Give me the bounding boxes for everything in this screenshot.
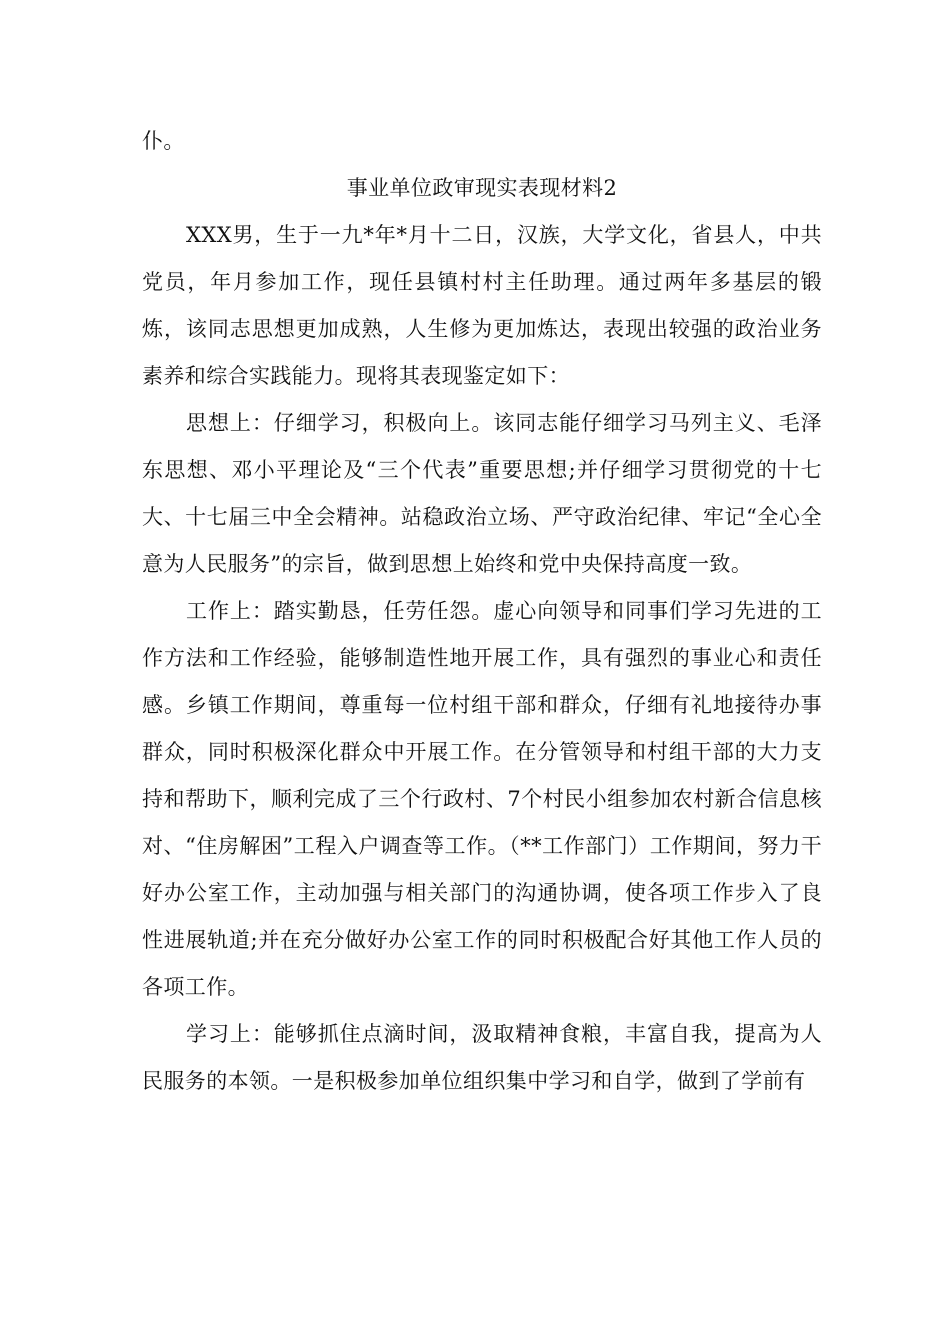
lead-fragment: 仆。 <box>142 129 185 153</box>
paragraph-study: 学习上：能够抓住点滴时间，汲取精神食粮，丰富自我，提高为人民服务的本领。一是积极参加单位组织集中学习和自学，做到了学前有 <box>142 1022 822 1093</box>
paragraph-thought: 思想上：仔细学习，积极向上。该同志能仔细学习马列主义、毛泽东思想、邓小平理论及“三个代表”重要思想;并仔细学习贯彻党的十七大、十七届三中全会精神。站稳政治立场、严守政治纪律、牢记“全心全意为人民服务”的宗旨，做到思想上始终和党中央保持高度一致。 <box>142 411 822 576</box>
document-page <box>142 118 822 1105</box>
paragraph-intro: XXX男，生于一九*年*月十二日，汉族，大学文化，省县人，中共党员，年月参加工作，现任县镇村村主任助理。通过两年多基层的锻炼，该同志思想更加成熟，人生修为更加炼达，表现出较强的政治业务素养和综合实践能力。现将其表现鉴定如下： <box>142 223 822 388</box>
document-title: 事业单位政审现实表现材料2 <box>346 176 618 200</box>
paragraph-work: 工作上：踏实勤恳，任劳任怨。虚心向领导和同事们学习先进的工作方法和工作经验，能够制造性地开展工作，具有强烈的事业心和责任感。乡镇工作期间，尊重每一位村组干部和群众，仔细有礼地接待办事群众，同时积极深化群众中开展工作。在分管领导和村组干部的大力支持和帮助下，顺利完成了三个行政村、7个村民小组参加农村新合信息核对、“住房解困”工程入户调查等工作。（**工作部门）工作期间，努力干好办公室工作，主动加强与相关部门的沟通协调，使各项工作步入了良性进展轨道;并在充分做好办公室工作的同时积极配合好其他工作人员的各项工作。 <box>142 599 822 999</box>
